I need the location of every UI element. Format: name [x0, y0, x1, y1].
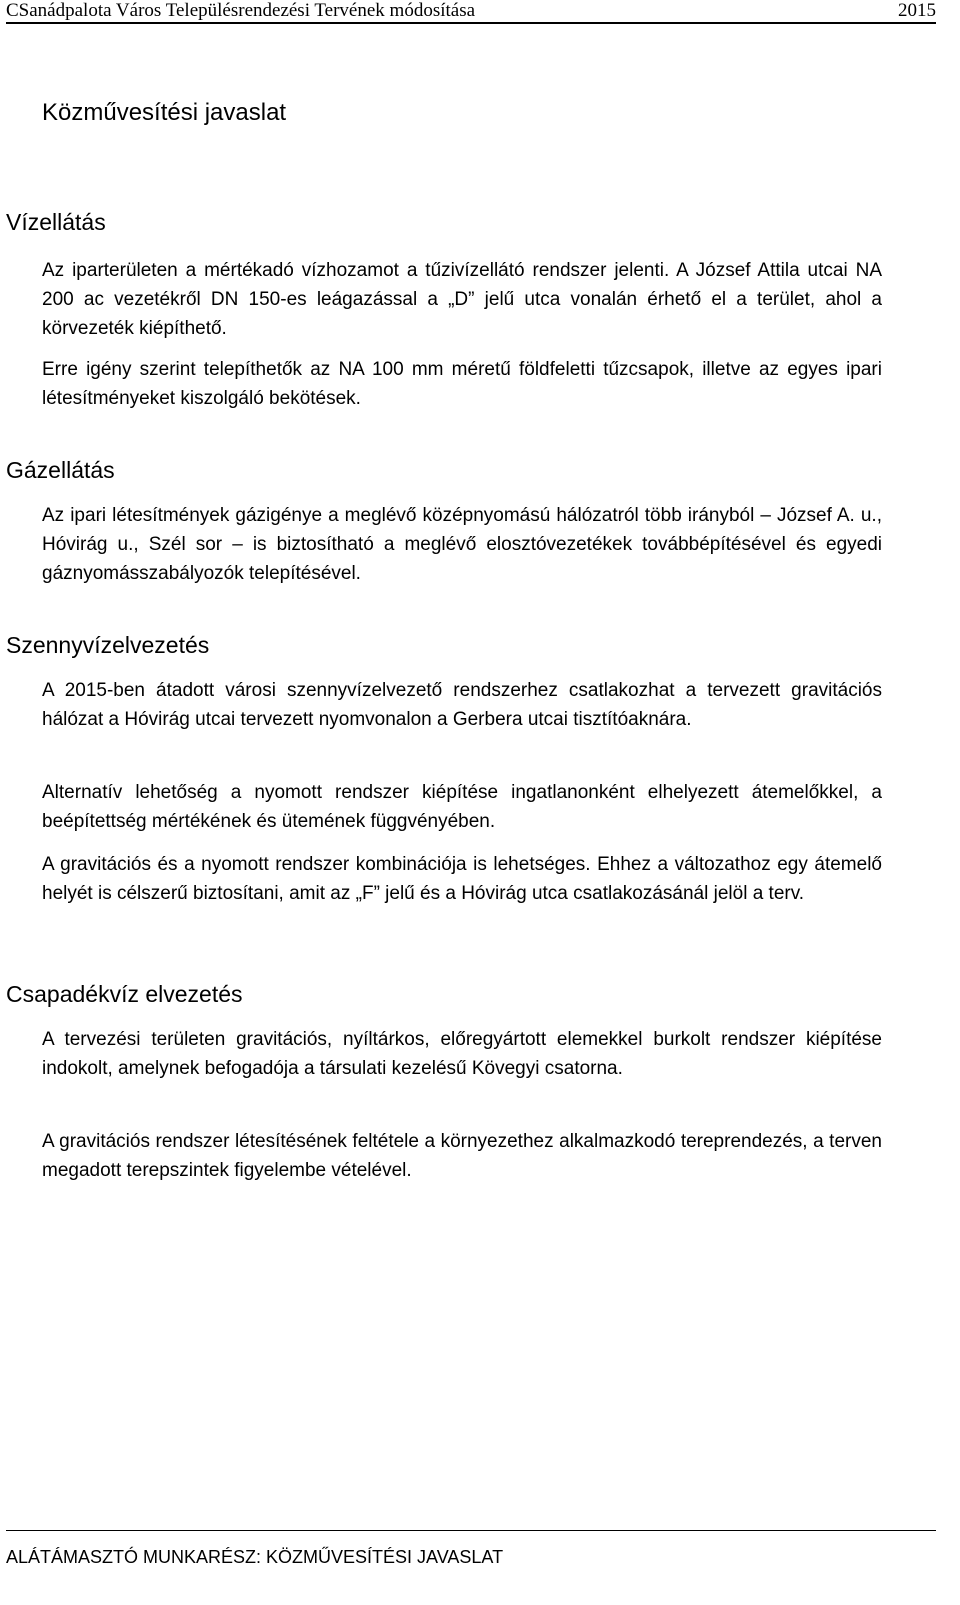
footer-divider	[6, 1530, 936, 1531]
section-heading-csapadekviz: Csapadékvíz elvezetés	[6, 981, 243, 1007]
section-heading-vizellatas: Vízellátás	[6, 209, 106, 235]
paragraph-szennyviz-1: A 2015-ben átadott városi szennyvízelvezető rendszerhez csatlakozhat a tervezett gravitációs hálózat a Hóvirág utcai tervezett nyomvonalon a Gerbera utcai tisztítóaknára.	[42, 680, 882, 730]
paragraph-szennyviz-3: A gravitációs és a nyomott rendszer kombinációja is lehetséges. Ehhez a változathoz egy átemelő helyét is célszerű biztosítani, amit az „F” jelű és a Hóvirág utca csatlakozásánál jelöl a terv.	[42, 854, 882, 904]
header-document-title: CSanádpalota Város Településrendezési Tervének módosítása	[6, 0, 476, 21]
page-title: Közművesítési javaslat	[42, 99, 287, 126]
page-footer: ALÁTÁMASZTÓ MUNKARÉSZ: KÖZMŰVESÍTÉSI JAVASLAT	[6, 1547, 504, 1567]
paragraph-vizellatas-1: Az iparterületen a mértékadó vízhozamot a tűzivízellátó rendszer jelenti. A József Attila utcai NA 200 ac vezetékről DN 150-es leágazással a „D” jelű utca vonalán érhető el a terület, ahol a körvezeték kiépíthető.	[42, 260, 882, 339]
section-heading-szennyvizelvezetes: Szennyvízelvezetés	[6, 632, 210, 658]
paragraph-vizellatas-2: Erre igény szerint telepíthetők az NA 100 mm méretű földfeletti tűzcsapok, illetve az egyes ipari létesítményeket kiszolgáló bekötések.	[42, 359, 882, 409]
paragraph-gazellatas-1: Az ipari létesítmények gázigénye a meglévő középnyomású hálózatról több irányból – József A. u., Hóvirág u., Szél sor – is biztosítható a meglévő elosztóvezetékek továbbépítésével és egyedi gáznyomásszabályozók telepítésével.	[42, 505, 882, 584]
header-year: 2015	[898, 0, 936, 21]
section-heading-gazellatas: Gázellátás	[6, 457, 115, 483]
page-header	[6, 0, 936, 24]
paragraph-szennyviz-2: Alternatív lehetőség a nyomott rendszer kiépítése ingatlanonként elhelyezett átemelőkkel, a beépítettség mértékének és ütemének függvényében.	[42, 782, 882, 832]
paragraph-csapadekviz-2: A gravitációs rendszer létesítésének feltétele a környezethez alkalmazkodó tereprendezés, a terven megadott terepszintek figyelembe vételével.	[42, 1131, 882, 1181]
paragraph-csapadekviz-1: A tervezési területen gravitációs, nyíltárkos, előregyártott elemekkel burkolt rendszer kiépítése indokolt, amelynek befogadója a társulati kezelésű Kövegyi csatorna.	[42, 1029, 882, 1079]
